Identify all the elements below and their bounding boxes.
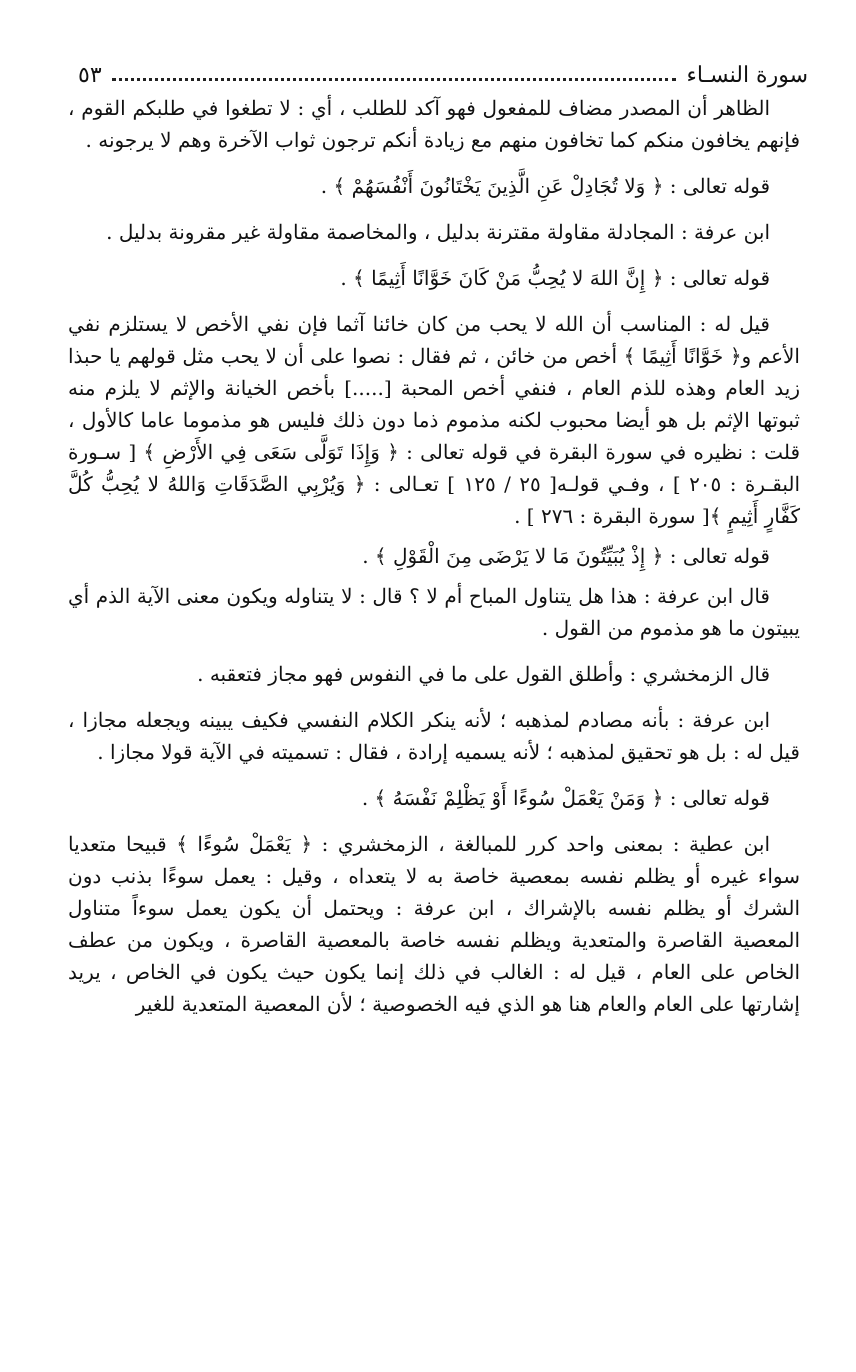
paragraph: قال ابن عرفة : هذا هل يتناول المباح أم لا ؟ قال : لا يتناوله ويكون معنى الآية الذم أي يبيتون ما هو مذموم من القول . — [68, 584, 800, 640]
verse-heading: قوله تعالى : ﴿ إِنَّ اللهَ لا يُحِبُّ مَنْ كَانَ خَوَّانًا أَثِيمًا ﴾ . — [340, 266, 770, 290]
paragraph: ابن عطية : بمعنى واحد كرر للمبالغة ، الزمخشري : ﴿ يَعْمَلْ سُوءًا ﴾ قبيحا متعديا سواء غيره أو يظلم نفسه بمعصية خاصة به لا يتعداه ، وقيل : يعمل سوءًا بذنب دون الشرك أو يظلم نفسه بالإشراك ، ابن عرفة : ويحتمل أن يكون يعمل سوءاً متناول المعصية القاصرة والمتعدية ويظلم نفسه خاصة بالمعصية القاصرة ، ويكون من عطف الخاص على العام ، قيل له : الغالب في ذلك إنما يكون حيث يكون في الخاص ، يريد إشارتها على العام والعام هنا هو الذي فيه الخصوصية ؛ لأن المعصية المتعدية للغير — [68, 832, 800, 1016]
surah-title: سورة النسـاء — [686, 63, 808, 88]
paragraph: ابن عرفة : بأنه مصادم لمذهبه ؛ لأنه ينكر الكلام النفسي فكيف يبينه ويجعله مجازا ، قيل له : بل هو تحقيق لمذهبه ؛ لأنه يسميه إرادة ، فقال : تسميته في الآية قولا مجازا . — [68, 708, 800, 764]
verse-heading: قوله تعالى : ﴿ وَلا تُجَادِلْ عَنِ الَّذِينَ يَخْتَانُونَ أَنْفُسَهُمْ ﴾ . — [320, 174, 770, 198]
verse-heading: قوله تعالى : ﴿ إِذْ يُبَيِّتُونَ مَا لا يَرْضَى مِنَ الْقَوْلِ ﴾ . — [362, 544, 770, 568]
verse-heading: قوله تعالى : ﴿ وَمَنْ يَعْمَلْ سُوءًا أَوْ يَظْلِمْ نَفْسَهُ ﴾ . — [361, 786, 770, 810]
paragraph: ابن عرفة : المجادلة مقاولة مقترنة بدليل ، والمخاصمة مقاولة غير مقرونة بدليل . — [106, 220, 770, 244]
paragraph: الظاهر أن المصدر مضاف للمفعول فهو آكد للطلب ، أي : لا تطغوا في طلبكم القوم ، فإنهم يخافون منكم كما تخافون منهم مع زيادة أنكم ترجون ثواب الآخرة وهم لا يرجونه . — [68, 96, 800, 152]
page-number: ٥٣ — [78, 63, 102, 88]
paragraph: قيل له : المناسب أن الله لا يحب من كان خائنا آثما فإن نفي الأخص لا يستلزم نفي الأعم و﴿ خَوَّانًا أَثِيمًا ﴾ أخص من خائن ، ثم فقال : نصوا على أن لا يحب مثل قولهم يا حبذا زيد العام وهذه للذم العام ، فنفي أخص المحبة [.....] بأخص الخيانة والإثم لا يلزم منه ثبوتها الإثم بل هو أيضا محبوب لكنه مذموم ذما دون ذلك فليس هو مذموما عاما كالأول ، قلت : نظيره في سورة البقرة في قوله تعالى : ﴿ وَإِذَا تَوَلَّى سَعَى فِي الأَرْضِ ﴾ [ سـورة البقـرة : ٢٠٥ ] ، وفـي قولـه[ ٢٥ / ١٢٥ ] تعـالى : ﴿ وَيُرْبِي الصَّدَقَاتِ وَاللهُ لا يُحِبُّ كُلَّ كَفَّارٍ أَثِيمٍ ﴾[ سورة البقرة : ٢٧٦ ] . — [68, 312, 800, 528]
paragraph: قال الزمخشري : وأطلق القول على ما في النفوس فهو مجاز فتعقبه . — [197, 662, 770, 686]
page-body — [68, 92, 800, 1020]
page-header — [78, 58, 808, 88]
header-dotted-leader — [112, 78, 677, 81]
